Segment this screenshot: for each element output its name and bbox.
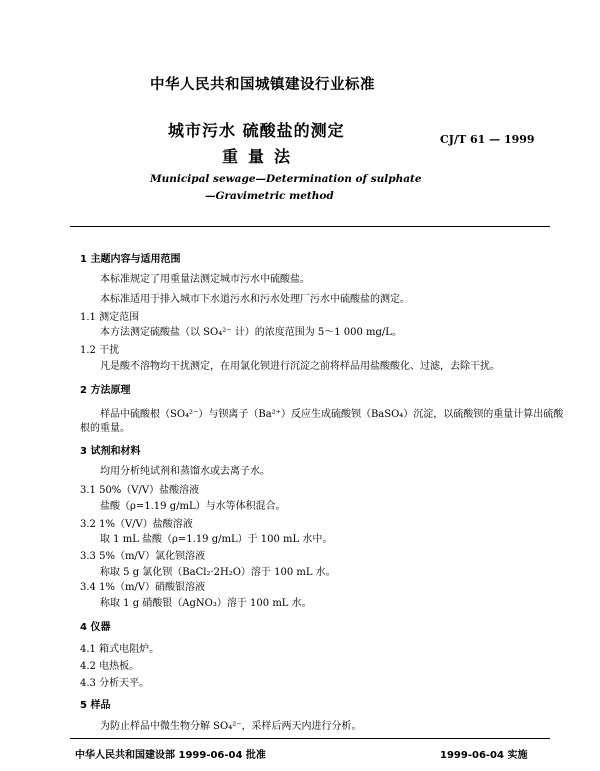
section-2-para-1-cont: 根的重量。 bbox=[80, 423, 130, 434]
approval-statement: 中华人民共和国建设部 1999-06-04 批准 bbox=[75, 750, 266, 761]
section-1-1-heading: 1.1 测定范围 bbox=[80, 312, 140, 323]
section-3-1-heading: 3.1 50%（V/V）盐酸溶液 bbox=[80, 485, 200, 496]
section-3-2-text: 取 1 mL 盐酸（ρ=1.19 g/mL）于 100 mL 水中。 bbox=[100, 534, 333, 545]
section-4-item-1: 4.1 箱式电阻炉。 bbox=[80, 644, 160, 655]
footer-divider bbox=[70, 738, 550, 739]
section-1-heading: 1 主题内容与适用范围 bbox=[80, 254, 181, 265]
section-2-para-1: 样品中硫酸根（SO₄²⁻）与钡离子（Ba²⁺）反应生成硫酸钡（BaSO₄）沉淀，以硫酸钡的重量计算出硫酸 bbox=[100, 409, 564, 420]
section-1-2-text: 凡是酸不溶物均干扰测定，在用氯化钡进行沉淀之前将样品用盐酸酸化、过滤，去除干扰。 bbox=[100, 361, 500, 372]
section-1-para-1: 本标准规定了用重量法测定城市污水中硫酸盐。 bbox=[100, 274, 310, 285]
section-3-3-heading: 3.3 5%（m/V）氯化钡溶液 bbox=[80, 551, 206, 562]
section-1-1-text: 本方法测定硫酸盐（以 SO₄²⁻ 计）的浓度范围为 5～1 000 mg/L。 bbox=[100, 327, 402, 338]
section-3-4-text: 称取 1 g 硝酸银（AgNO₃）溶于 100 mL 水。 bbox=[100, 598, 312, 609]
section-1-para-2: 本标准适用于排入城市下水道污水和污水处理厂污水中硫酸盐的测定。 bbox=[100, 294, 410, 305]
section-3-1-text: 盐酸（ρ=1.19 g/mL）与水等体积混合。 bbox=[100, 501, 286, 512]
section-3-2-heading: 3.2 1%（V/V）盐酸溶液 bbox=[80, 519, 193, 530]
title-chinese-line2: 重量法 bbox=[222, 147, 301, 166]
section-2-heading: 2 方法原理 bbox=[80, 385, 131, 396]
section-5-para-1: 为防止样品中微生物分解 SO₄²⁻，采样后两天内进行分析。 bbox=[100, 721, 362, 732]
section-5-heading: 5 样品 bbox=[80, 700, 111, 711]
section-3-3-text: 称取 5 g 氯化钡（BaCl₂·2H₂O）溶于 100 mL 水。 bbox=[100, 567, 336, 578]
section-3-4-heading: 3.4 1%（m/V）硝酸银溶液 bbox=[80, 582, 206, 593]
issuer-header: 中华人民共和国城镇建设行业标准 bbox=[150, 77, 375, 93]
standard-code: CJ/T 61 — 1999 bbox=[440, 133, 535, 146]
section-3-heading: 3 试剂和材料 bbox=[80, 446, 141, 457]
section-4-heading: 4 仪器 bbox=[80, 622, 111, 633]
title-english-line2: —Gravimetric method bbox=[205, 190, 334, 202]
section-3-para-1: 均用分析纯试剂和蒸馏水或去离子水。 bbox=[100, 466, 270, 477]
section-4-item-3: 4.3 分析天平。 bbox=[80, 678, 150, 689]
title-chinese-line1: 城市污水 硫酸盐的测定 bbox=[168, 121, 345, 140]
implementation-date: 1999-06-04 实施 bbox=[440, 750, 528, 761]
title-english-line1: Municipal sewage—Determination of sulphate bbox=[150, 173, 422, 185]
section-4-item-2: 4.2 电热板。 bbox=[80, 661, 140, 672]
title-divider bbox=[70, 226, 550, 227]
section-1-2-heading: 1.2 干扰 bbox=[80, 345, 120, 356]
